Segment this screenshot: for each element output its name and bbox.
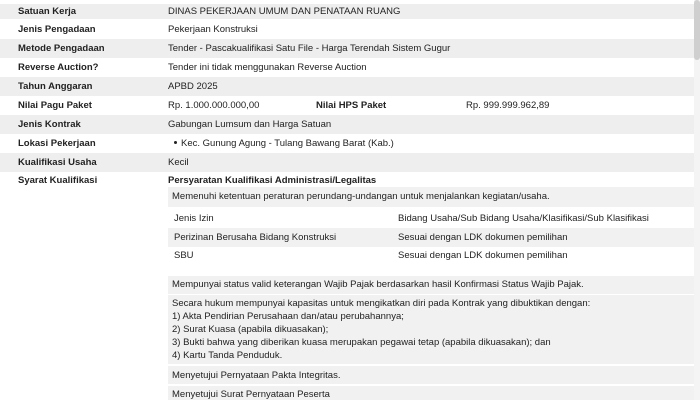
nilai-pagu-label: Nilai Pagu Paket — [18, 100, 92, 111]
permit-header-field: Bidang Usaha/Sub Bidang Usaha/Klasifikasi/Sub Klasifikasi — [398, 213, 649, 224]
jenis-pengadaan-label: Jenis Pengadaan — [18, 24, 96, 35]
vertical-scrollbar[interactable] — [694, 0, 700, 400]
row-metode-pengadaan — [0, 39, 700, 58]
tax-status-text: Mempunyai status valid keterangan Wajib Pajak berdasarkan hasil Konfirmasi Status Wajib Pajak. — [172, 279, 584, 290]
jenis-pengadaan-value: Pekerjaan Konstruksi — [168, 24, 258, 35]
kualifikasi-usaha-value: Kecil — [168, 157, 189, 168]
row-reverse-auction — [0, 58, 700, 77]
row-satuan-kerja — [0, 4, 700, 19]
tahun-anggaran-value: APBD 2025 — [168, 81, 218, 92]
legal-capacity-item: 4) Kartu Tanda Penduduk. — [172, 350, 283, 361]
permit-table-row — [168, 228, 700, 247]
legal-capacity-box — [168, 295, 700, 364]
satuan-kerja-value: DINAS PEKERJAAN UMUM DAN PENATAAN RUANG — [168, 6, 401, 17]
satuan-kerja-label: Satuan Kerja — [18, 6, 77, 17]
pakta-box — [168, 366, 700, 384]
peserta-text: Menyetujui Surat Pernyataan Peserta — [172, 389, 330, 400]
qualification-title: Persyaratan Kualifikasi Administrasi/Legalitas — [168, 175, 377, 186]
nilai-pagu-value: Rp. 1.000.000.000,00 — [168, 100, 260, 111]
metode-pengadaan-value: Tender - Pascakualifikasi Satu File - Harga Terendah Sistem Gugur — [168, 43, 451, 54]
syarat-kualifikasi-label: Syarat Kualifikasi — [18, 175, 98, 186]
qualification-intro-box — [168, 187, 700, 207]
lokasi-pekerjaan-label: Lokasi Pekerjaan — [18, 138, 96, 149]
nilai-hps-label: Nilai HPS Paket — [316, 100, 387, 111]
reverse-auction-label: Reverse Auction? — [18, 62, 99, 73]
permit-cell-field: Sesuai dengan LDK dokumen pemilihan — [398, 250, 568, 261]
jenis-kontrak-value: Gabungan Lumsum dan Harga Satuan — [168, 119, 332, 130]
bullet-icon — [174, 141, 177, 144]
legal-capacity-item: 1) Akta Pendirian Perusahaan dan/atau perubahannya; — [172, 311, 404, 322]
row-kualifikasi-usaha — [0, 153, 700, 172]
permit-cell-field: Sesuai dengan LDK dokumen pemilihan — [398, 232, 568, 243]
peserta-box — [168, 386, 700, 400]
row-tahun-anggaran — [0, 77, 700, 96]
row-lokasi-pekerjaan — [0, 134, 700, 153]
nilai-hps-value: Rp. 999.999.962,89 — [466, 100, 550, 111]
pakta-text: Menyetujui Pernyataan Pakta Integritas. — [172, 370, 341, 381]
legal-capacity-item: 3) Bukti bahwa yang diberikan kuasa merupakan pegawai tetap (apabila dikuasakan); dan — [172, 337, 551, 348]
scrollbar-thumb[interactable] — [694, 0, 700, 60]
permit-cell-type: Perizinan Berusaha Bidang Konstruksi — [174, 232, 337, 243]
jenis-kontrak-label: Jenis Kontrak — [18, 119, 81, 130]
qualification-intro: Memenuhi ketentuan peraturan perundang-undangan untuk menjalankan kegiatan/usaha. — [172, 191, 550, 202]
permit-table-header — [168, 210, 700, 228]
row-jenis-pengadaan — [0, 21, 700, 39]
legal-capacity-intro: Secara hukum mempunyai kapasitas untuk mengikatkan diri pada Kontrak yang dibuktikan dengan: — [172, 298, 591, 309]
lokasi-text: Kec. Gunung Agung - Tulang Bawang Barat (Kab.) — [181, 138, 394, 149]
row-nilai-paket — [0, 96, 700, 115]
metode-pengadaan-label: Metode Pengadaan — [18, 43, 105, 54]
permit-cell-type: SBU — [174, 250, 194, 261]
legal-capacity-item: 2) Surat Kuasa (apabila dikuasakan); — [172, 324, 329, 335]
lokasi-pekerjaan-value — [168, 138, 394, 149]
row-jenis-kontrak — [0, 115, 700, 134]
permit-table-row — [168, 247, 700, 265]
kualifikasi-usaha-label: Kualifikasi Usaha — [18, 157, 97, 168]
tax-status-box — [168, 276, 700, 294]
reverse-auction-value: Tender ini tidak menggunakan Reverse Auction — [168, 62, 367, 73]
permit-header-type: Jenis Izin — [174, 213, 214, 224]
tahun-anggaran-label: Tahun Anggaran — [18, 81, 93, 92]
